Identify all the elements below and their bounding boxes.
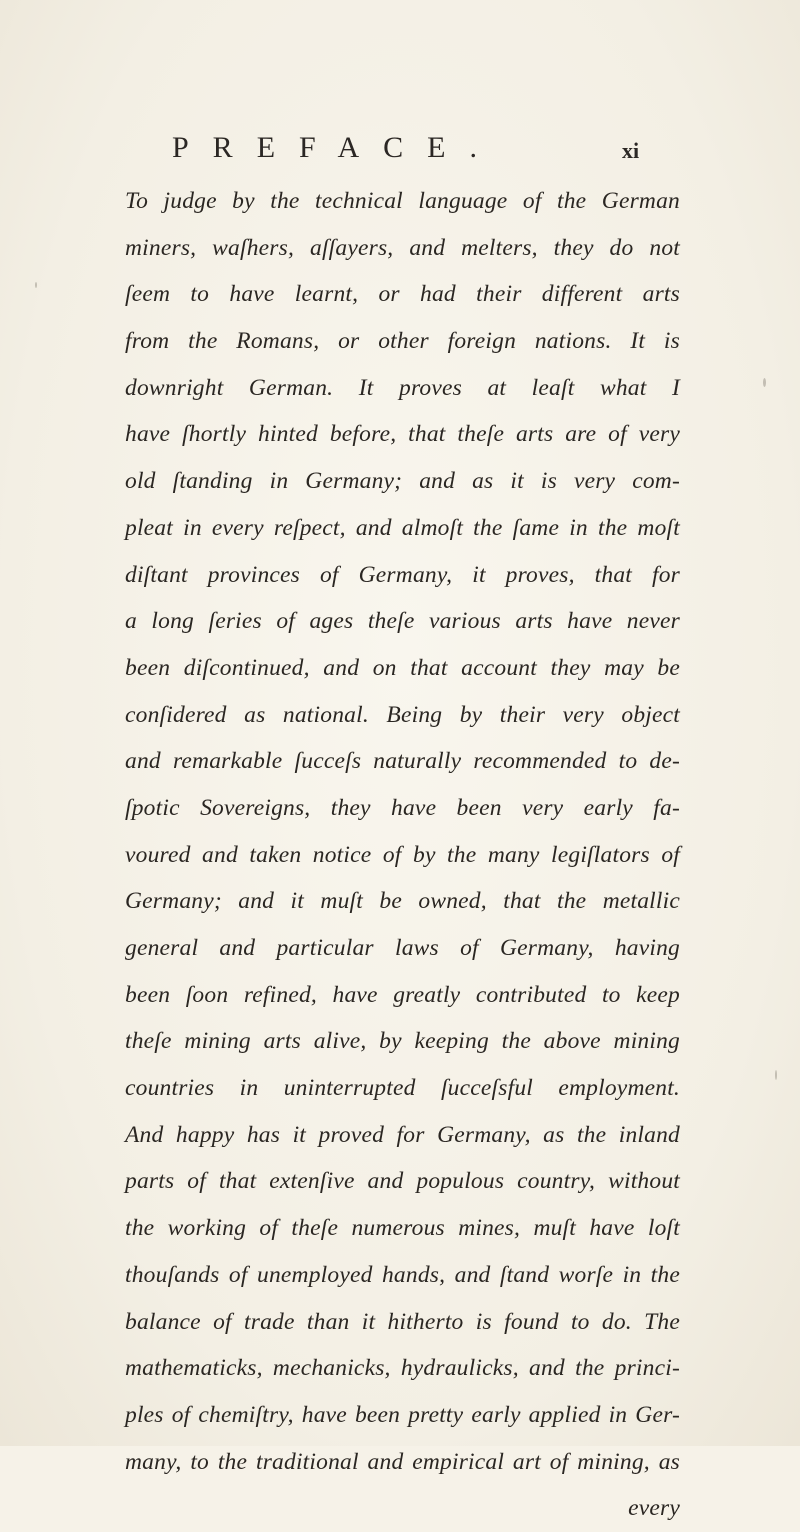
page-number: xi [622, 138, 640, 163]
text-line: from the Romans, or other foreign nations. It is [125, 328, 680, 355]
text-line: theſe mining arts alive, by keeping the above mining [125, 1028, 680, 1055]
text-line: mathematicks, mechanicks, hydraulicks, and the princi- [125, 1355, 680, 1382]
text-line: thouſands of unemployed hands, and ſtand worſe in the [125, 1261, 680, 1288]
text-line: been ſoon refined, have greatly contributed to keep [125, 981, 680, 1008]
paper-speck [763, 378, 766, 387]
text-line: And happy has it proved for Germany, as the inland [125, 1121, 680, 1148]
text-line: balance of trade than it hitherto is found to do. The [125, 1308, 680, 1335]
text-line: ſeem to have learnt, or had their different arts [125, 281, 680, 308]
running-header [172, 128, 640, 168]
body-paragraph [125, 178, 680, 1532]
text-line: ples of chemiſtry, have been pretty early applied in Ger- [125, 1401, 680, 1428]
text-line: general and particular laws of Germany, having [125, 935, 680, 961]
text-line: voured and taken notice of by the many legiſlators of [125, 841, 680, 868]
text-line: miners, waſhers, aſſayers, and melters, they do not [125, 234, 680, 261]
catchword: every [628, 1495, 680, 1522]
text-line: conſidered as national. Being by their very object [125, 701, 680, 728]
text-line: diſtant provinces of Germany, it proves, that for [125, 561, 680, 588]
text-line: Germany; and it muſt be owned, that the metallic [125, 888, 680, 915]
text-line: the working of theſe numerous mines, muſt have loſt [125, 1215, 680, 1242]
text-line: and remarkable ſucceſs naturally recommended to de- [125, 748, 680, 775]
text-line: many, to the traditional and empirical art of mining, as [125, 1448, 680, 1475]
text-line: a long ſeries of ages theſe various arts have never [125, 608, 680, 635]
text-line: been diſcontinued, and on that account they may be [125, 654, 680, 681]
text-line: have ſhortly hinted before, that theſe arts are of very [125, 421, 680, 448]
text-line: parts of that extenſive and populous country, without [125, 1168, 680, 1195]
text-line: countries in uninterrupted ſucceſsful employment. [125, 1075, 680, 1102]
text-line: old ſtanding in Germany; and as it is very com- [125, 468, 680, 495]
running-title: PREFACE. [172, 131, 501, 164]
text-line: To judge by the technical language of the German [125, 188, 680, 214]
paper-speck [775, 1070, 777, 1080]
text-line: downright German. It proves at leaſt what I [125, 374, 680, 401]
text-line: pleat in every reſpect, and almoſt the ſame in the moſt [125, 514, 680, 541]
text-line: ſpotic Sovereigns, they have been very early fa- [125, 794, 680, 821]
paper-speck [35, 282, 37, 288]
